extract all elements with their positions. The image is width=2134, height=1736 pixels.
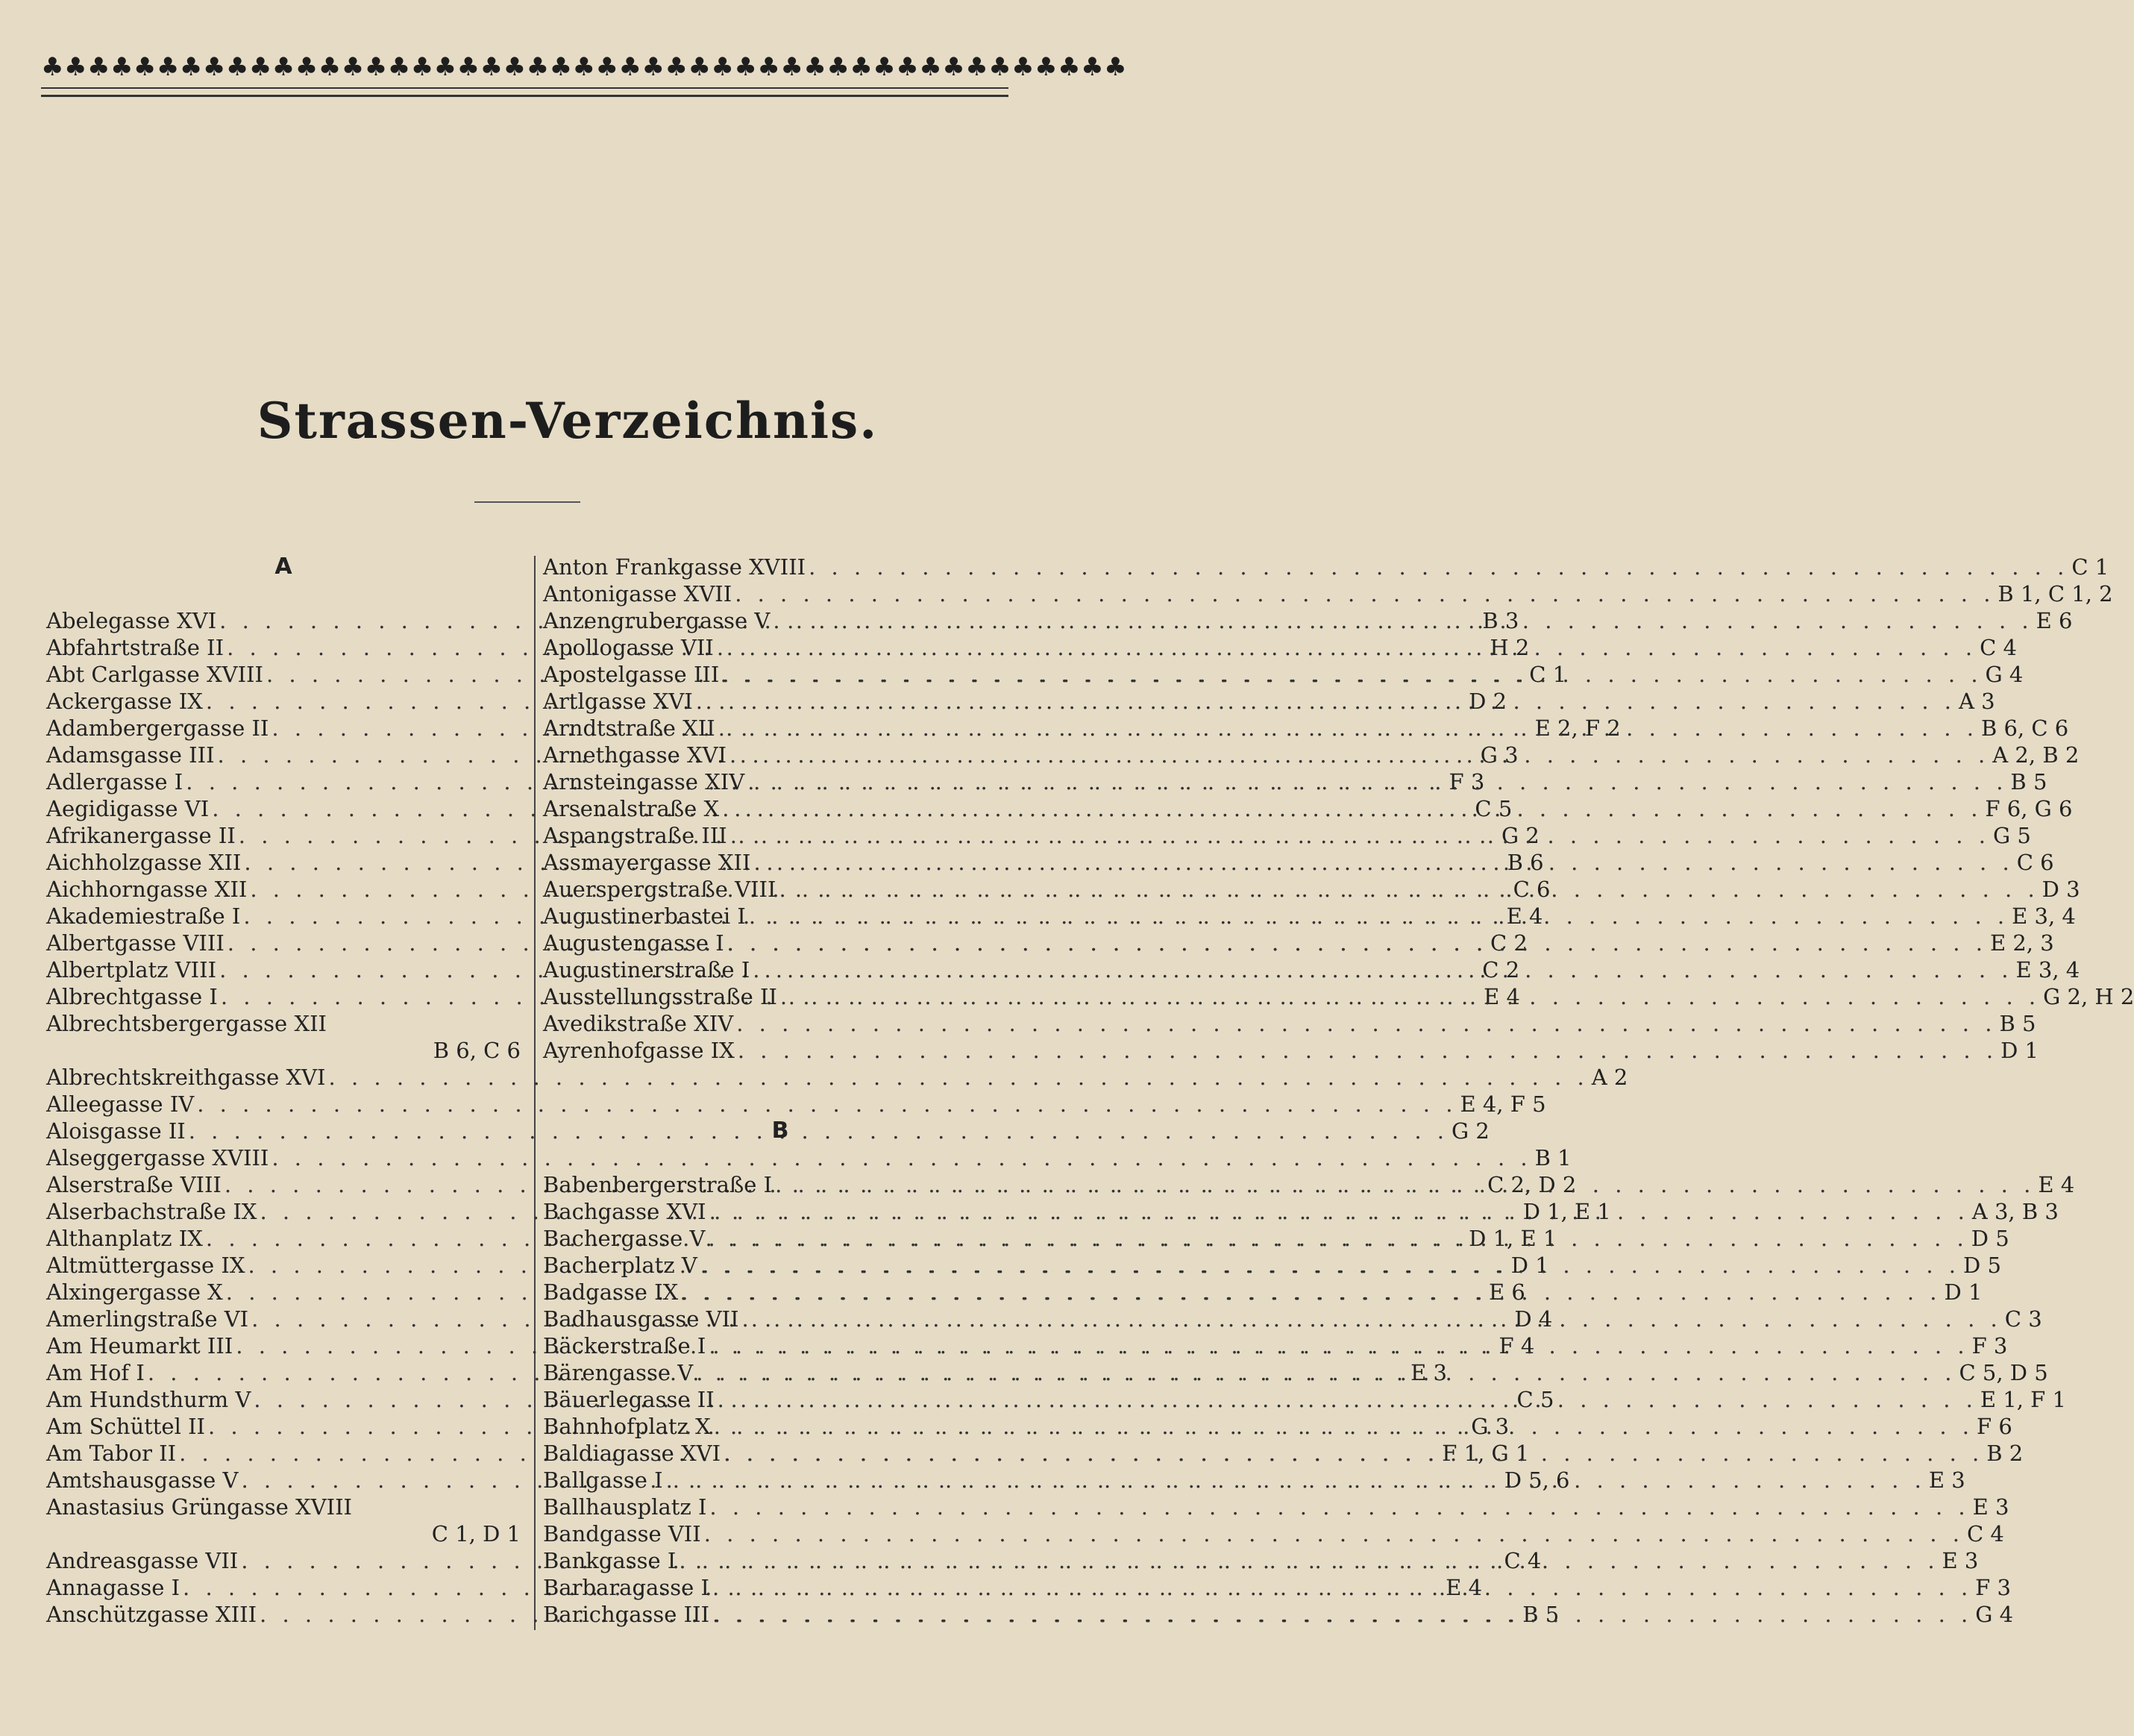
leader-dots <box>735 1037 2000 1064</box>
leader-dots <box>678 1279 1944 1306</box>
grid-reference: B 6, C 6 <box>433 1038 521 1063</box>
grid-reference: F 4 <box>1498 1333 1535 1359</box>
street-name: Anastasius Grüngasse XVIII <box>46 1494 353 1520</box>
grid-reference: A 2, B 2 <box>1992 742 2080 768</box>
grid-reference: C 1, D 1 <box>431 1521 521 1547</box>
grid-reference: A 3, B 3 <box>1971 1199 2059 1224</box>
grid-reference: E 4 <box>1446 1575 1483 1600</box>
grid-reference: G 4 <box>1975 1602 2014 1627</box>
leader-dots <box>714 634 1980 661</box>
leader-dots <box>746 903 2012 930</box>
grid-reference: E 4 <box>1506 903 1543 929</box>
index-entry <box>543 554 2109 580</box>
grid-reference: B 1, C 1, 2 <box>1998 581 2113 607</box>
street-name: Apostelgasse III <box>543 662 720 687</box>
street-name: Alxingergasse X <box>46 1279 223 1305</box>
index-entry <box>46 1091 1546 1118</box>
grid-reference: B 6, C 6 <box>1980 715 2069 741</box>
leader-dots <box>727 822 1993 849</box>
grid-reference: D 1 <box>1510 1253 1549 1278</box>
grid-reference: D 5, 6 <box>1504 1467 1570 1493</box>
street-name: Althanplatz IX <box>46 1226 203 1251</box>
leader-dots <box>739 1306 2005 1332</box>
street-name: Aichhorngasse XII <box>46 877 248 902</box>
grid-reference: C 6 <box>1513 877 1551 902</box>
grid-reference: C 4 <box>1966 1521 2004 1547</box>
grid-reference: C 1 <box>2071 554 2109 580</box>
grid-reference: G 2, H 2 <box>2043 984 2134 1009</box>
leader-dots <box>706 1225 1971 1252</box>
top-rule <box>41 87 1008 89</box>
grid-reference: C 3 <box>2004 1306 2042 1332</box>
grid-reference: B 5 <box>1522 1602 1560 1627</box>
street-name: Albertgasse VIII <box>46 930 225 956</box>
street-name: Bäuerlegasse II <box>543 1387 715 1412</box>
spacer <box>543 1144 1017 1171</box>
index-entry <box>543 1037 2039 1064</box>
grid-reference: C 5, D 5 <box>1959 1360 2048 1385</box>
grid-reference: G 2 <box>1501 823 1540 848</box>
street-name: Akademiestraße I <box>46 903 241 929</box>
grid-reference: E 2, F 2 <box>1534 715 1621 741</box>
street-name: Augustinerstraße I <box>543 957 750 983</box>
leader-dots <box>772 1171 2038 1198</box>
street-name: Barichgasse III <box>543 1602 710 1627</box>
grid-reference: B 5 <box>1999 1011 2036 1036</box>
street-name: Adamsgasse III <box>46 742 215 768</box>
street-name: Am Heumarkt III <box>46 1333 233 1359</box>
street-name: Aichholzgasse XII <box>46 850 242 875</box>
grid-reference: E 1, F 1 <box>1980 1387 2066 1412</box>
street-name: Abfahrtstraße II <box>46 635 225 660</box>
street-name: Augustinerbastei I <box>543 903 746 929</box>
street-name: Bahnhofplatz X <box>543 1414 711 1439</box>
leader-dots <box>706 1198 1972 1225</box>
street-name: Albrechtskreithgasse XVI <box>46 1065 326 1090</box>
spacer <box>543 1064 1017 1118</box>
grid-reference: B 3 <box>1482 608 1519 633</box>
leader-dots <box>719 661 1985 688</box>
leader-dots <box>726 742 1992 768</box>
index-entry <box>46 1494 521 1520</box>
street-name: Artlgasse XVI <box>543 689 693 714</box>
top-rule-thick <box>41 95 1008 97</box>
street-name: Am Hundsthurm V <box>46 1387 251 1412</box>
grid-reference: E 3, 4 <box>2012 903 2076 929</box>
grid-reference: G 2 <box>1451 1118 1490 1144</box>
index-entry <box>543 1494 2009 1520</box>
street-name: Anton Frankgasse XVIII <box>543 554 806 580</box>
leader-dots <box>744 768 2010 795</box>
grid-reference: C 4 <box>1504 1548 1542 1573</box>
leader-dots <box>750 849 2016 876</box>
leader-dots <box>777 983 2043 1010</box>
street-name: Bacherplatz V <box>543 1253 697 1278</box>
street-name: Arnsteingasse XIV <box>543 769 745 795</box>
street-name: Amtshausgasse V <box>46 1467 239 1493</box>
grid-reference: F 1, G 1 <box>1442 1441 1530 1466</box>
street-name: Albrechtsbergergasse XII <box>46 1011 327 1036</box>
grid-reference: E 6 <box>1489 1279 1525 1305</box>
street-name: Adlergasse I <box>46 769 183 795</box>
street-name: Abt Carlgasse XVIII <box>46 662 263 687</box>
grid-reference: F 3 <box>1971 1333 2008 1359</box>
grid-reference: C 2, D 2 <box>1487 1172 1577 1197</box>
leader-dots <box>776 876 2042 903</box>
grid-reference: E 2, 3 <box>1989 930 2054 956</box>
leader-dots <box>806 554 2071 580</box>
leader-dots <box>721 1440 1986 1467</box>
spacer <box>46 580 521 607</box>
street-name: Afrikanergasse II <box>46 823 236 848</box>
street-name: Babenbergerstraße I <box>543 1172 773 1197</box>
grid-reference: B 6 <box>1507 850 1544 875</box>
leader-dots <box>715 1386 1980 1413</box>
street-name: Ausstellungsstraße II <box>543 984 777 1009</box>
street-name: Ballgasse I <box>543 1467 663 1493</box>
street-name: Adambergergasse II <box>46 715 269 741</box>
grid-reference: E 3 <box>1942 1548 1979 1573</box>
grid-reference: D 5 <box>1963 1253 2001 1278</box>
street-name: Alleegasse IV <box>46 1091 195 1117</box>
street-name: Albrechtgasse I <box>46 984 218 1009</box>
index-entry <box>46 1144 1572 1171</box>
index-entry-continuation <box>46 1520 521 1547</box>
street-name: Assmayergasse XII <box>543 850 751 875</box>
street-name: Ballhausplatz I <box>543 1494 707 1520</box>
grid-reference: D 3 <box>2042 877 2080 902</box>
street-name: Auerspergstraße VIII <box>543 877 776 902</box>
grid-reference: G 3 <box>1480 742 1519 768</box>
grid-reference: D 1 <box>1944 1279 1983 1305</box>
title-underline <box>474 501 580 503</box>
street-name: Am Hof I <box>46 1360 145 1385</box>
grid-reference: C 5 <box>1475 796 1513 821</box>
grid-reference: D 1, E 1 <box>1469 1226 1557 1251</box>
street-name: Amerlingstraße VI <box>46 1306 249 1332</box>
grid-reference: D 4 <box>1514 1306 1553 1332</box>
street-name: Alserbachstraße IX <box>46 1199 257 1224</box>
street-name: Anzengrubergasse V <box>543 608 771 633</box>
leader-dots <box>706 1494 1972 1520</box>
grid-reference: E 3 <box>1410 1360 1447 1385</box>
street-name: Alserstraße VIII <box>46 1172 222 1197</box>
grid-reference: D 5 <box>1971 1226 2009 1251</box>
street-name: Badgasse IX <box>543 1279 679 1305</box>
leader-dots <box>732 580 1998 607</box>
street-name: Annagasse I <box>46 1575 181 1600</box>
street-name: Baldiagasse XVI <box>543 1441 721 1466</box>
street-name: Andreasgasse VII <box>46 1548 239 1573</box>
grid-reference: G 3 <box>1471 1414 1510 1439</box>
grid-reference: E 6 <box>2036 608 2073 633</box>
page-title: Strassen-Verzeichnis. <box>257 392 879 450</box>
grid-reference: B 2 <box>1986 1441 2024 1466</box>
street-name: Arsenalstraße X <box>543 796 720 821</box>
grid-reference: C 6 <box>2016 850 2054 875</box>
grid-reference: C 2 <box>1490 930 1528 956</box>
street-name: Aloisgasse II <box>46 1118 186 1144</box>
index-entry <box>46 1064 1628 1091</box>
street-name: Augustengasse I <box>543 930 724 956</box>
street-name: Am Schüttel II <box>46 1414 205 1439</box>
grid-reference: B 5 <box>2010 769 2047 795</box>
leader-dots <box>711 1413 1977 1440</box>
index-entry <box>543 1010 2036 1037</box>
street-name: Bandgasse VII <box>543 1521 701 1547</box>
street-name: Bärengasse V <box>543 1360 694 1385</box>
grid-reference: C 5 <box>1516 1387 1554 1412</box>
leader-dots <box>706 1332 1971 1359</box>
grid-reference: E 4 <box>1484 984 1520 1009</box>
street-name: Am Tabor II <box>46 1441 177 1466</box>
street-name: Bachgasse XVI <box>543 1199 706 1224</box>
street-name: Bäckerstraße I <box>543 1333 706 1359</box>
leader-dots <box>750 956 2015 983</box>
grid-reference: E 3 <box>1928 1467 1965 1493</box>
street-name: Antonigasse XVII <box>543 581 732 607</box>
leader-dots <box>676 1547 1942 1574</box>
leader-dots <box>709 1574 1975 1601</box>
leader-dots <box>715 715 1981 742</box>
grid-reference: F 6, G 6 <box>1985 796 2073 821</box>
index-entry-continuation <box>46 1037 521 1064</box>
street-name: Badhausgasse VII <box>543 1306 739 1332</box>
leader-dots <box>663 1467 1929 1494</box>
grid-reference: E 3 <box>1972 1494 2009 1520</box>
index-entry <box>46 1118 1490 1144</box>
ornament-border: ♣♣♣♣♣♣♣♣♣♣♣♣♣♣♣♣♣♣♣♣♣♣♣♣♣♣♣♣♣♣♣♣♣♣♣♣♣♣♣♣♣♣♣♣♣♣♣ <box>41 52 1128 82</box>
leader-dots <box>709 1601 1975 1628</box>
grid-reference: H 2 <box>1490 635 1530 660</box>
leader-dots <box>770 607 2036 634</box>
street-name: Barbaragasse I <box>543 1575 709 1600</box>
street-name: Aspangstraße III <box>543 823 727 848</box>
grid-reference: E 3, 4 <box>2015 957 2080 983</box>
leader-dots <box>719 795 1985 822</box>
leader-dots <box>697 1252 1963 1279</box>
leader-dots <box>733 1010 1999 1037</box>
street-name: Bachergasse V <box>543 1226 706 1251</box>
street-name: Ackergasse IX <box>46 689 203 714</box>
grid-reference: D 1 <box>2000 1038 2039 1063</box>
grid-reference: C 1 <box>1529 662 1567 687</box>
street-name: Alseggergasse XVIII <box>46 1145 269 1171</box>
leader-dots <box>724 930 1990 956</box>
street-name: Altmüttergasse IX <box>46 1253 245 1278</box>
street-name: Avedikstraße XIV <box>543 1011 734 1036</box>
index-entry <box>46 1010 521 1037</box>
street-name: Abelegasse XVI <box>46 608 217 633</box>
street-name: Albertplatz VIII <box>46 957 217 983</box>
street-name: Anschützgasse XIII <box>46 1602 257 1627</box>
street-name: Bankgasse I <box>543 1548 677 1573</box>
section-letter-b: B <box>771 1118 789 1144</box>
section-letter-a: A <box>274 554 292 580</box>
grid-reference: C 2 <box>1482 957 1520 983</box>
grid-reference: F 3 <box>1449 769 1485 795</box>
grid-reference: E 4, F 5 <box>1460 1091 1546 1117</box>
street-name: Ayrenhofgasse IX <box>543 1038 735 1063</box>
grid-reference: A 2 <box>1591 1065 1628 1090</box>
street-name: Arnethgasse XVI <box>543 742 727 768</box>
grid-reference: G 5 <box>1992 823 2031 848</box>
street-name: Apollogasse VII <box>543 635 714 660</box>
grid-reference: F 6 <box>1976 1414 2012 1439</box>
grid-reference: G 4 <box>1985 662 2024 687</box>
street-name: Arndtstraße XII <box>543 715 715 741</box>
grid-reference: B 1 <box>1534 1145 1572 1171</box>
leader-dots <box>693 1359 1959 1386</box>
grid-reference: F 3 <box>1975 1575 2011 1600</box>
leader-dots <box>701 1520 1967 1547</box>
grid-reference: E 4 <box>2038 1172 2075 1197</box>
index-entry <box>543 1520 2004 1547</box>
index-entry <box>543 580 2113 607</box>
grid-reference: C 4 <box>1980 635 2017 660</box>
street-name: Aegidigasse VI <box>46 796 210 821</box>
grid-reference: A 3 <box>1959 689 1995 714</box>
grid-reference: D 1, E 1 <box>1522 1199 1611 1224</box>
leader-dots <box>693 688 1959 715</box>
grid-reference: D 2 <box>1469 689 1507 714</box>
